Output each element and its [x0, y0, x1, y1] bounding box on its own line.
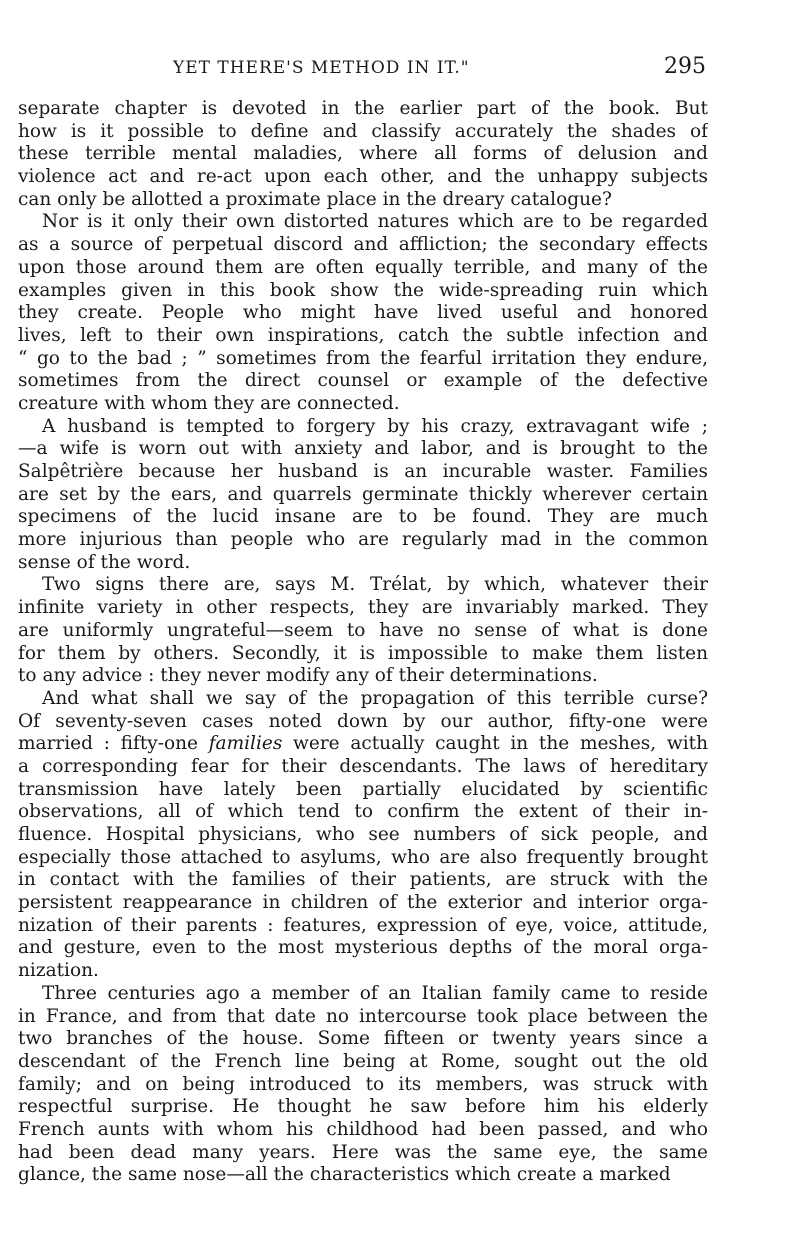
- text-line: for them by others. Secondly, it is impossible to make them listen: [18, 642, 708, 664]
- text-line: more injurious than people who are regularly mad in the common: [18, 529, 708, 551]
- text-line: —a wife is worn out with anxiety and labor, and is brought to the: [18, 438, 708, 460]
- text-line: can only be allotted a proximate place in the dreary catalogue?: [18, 188, 612, 210]
- text-line: examples given in this book show the wide-spreading ruin which: [18, 279, 708, 301]
- text-line: family; and on being introduced to its members, was struck with: [18, 1073, 708, 1095]
- text-line: A husband is tempted to forgery by his crazy, extravagant wife ;: [42, 415, 708, 437]
- text-line: specimens of the lucid insane are to be found. They are much: [18, 506, 708, 528]
- text-line: and gesture, even to the most mysterious depths of the moral orga-: [18, 937, 708, 959]
- text-line: descendant of the French line being at Rome, sought out the old: [18, 1050, 708, 1072]
- text-line: respectful surprise. He thought he saw before him his elderly: [18, 1096, 708, 1118]
- text-line: to any advice : they never modify any of their determinations.: [18, 665, 598, 687]
- page-number: 295: [664, 54, 706, 79]
- paragraph: [18, 416, 708, 575]
- text-line: sense of the word.: [18, 551, 191, 573]
- text-line: upon those around them are often equally terrible, and many of the: [18, 256, 708, 278]
- text-line: observations, all of which tend to confirm the extent of their in-: [18, 801, 708, 823]
- paragraph: [18, 211, 708, 415]
- text-line: had been dead many years. Here was the same eye, the same: [18, 1141, 708, 1163]
- running-title: YET THERE'S METHOD IN IT.": [173, 58, 470, 78]
- text-line: separate chapter is devoted in the earlier part of the book. But: [18, 98, 708, 119]
- text-line: they create. People who might have lived useful and honored: [18, 302, 708, 324]
- text-line: creature with whom they are connected.: [18, 392, 400, 414]
- text-line: two branches of the house. Some fifteen or twenty years since a: [18, 1028, 708, 1050]
- text-line: persistent reappearance in children of the exterior and interior orga-: [18, 892, 708, 914]
- text-line: lives, left to their own inspirations, catch the subtle infection and: [18, 324, 708, 346]
- text-line: violence act and re-act upon each other, and the unhappy subjects: [18, 166, 708, 188]
- text-line: especially those attached to asylums, who are also frequently brought: [18, 846, 708, 868]
- text-line: these terrible mental maladies, where all forms of delusion and: [18, 143, 708, 165]
- body-text: [18, 98, 708, 1187]
- text-line: And what shall we say of the propagation of this terrible curse?: [42, 687, 708, 709]
- text-line: a corresponding fear for their descendants. The laws of hereditary: [18, 755, 708, 777]
- text-line: infinite variety in other respects, they are invariably marked. They: [18, 597, 708, 619]
- paragraph: [18, 688, 708, 983]
- text-line: Nor is it only their own distorted natures which are to be regarded: [42, 211, 708, 233]
- text-line: are uniformly ungrateful—seem to have no sense of what is done: [18, 619, 708, 641]
- text-line: fluence. Hospital physicians, who see numbers of sick people, and: [18, 824, 708, 845]
- text-line: married : fifty-one families were actually caught in the meshes, with: [18, 733, 708, 755]
- emphasis: families: [208, 733, 283, 755]
- text-line: Three centuries ago a member of an Italian family came to reside: [42, 982, 708, 1004]
- text-line: how is it possible to define and classify accurately the shades of: [18, 120, 708, 142]
- text-line: transmission have lately been partially elucidated by scientific: [18, 778, 708, 800]
- text-line: Of seventy-seven cases noted down by our author, fifty-one were: [18, 710, 708, 732]
- text-line: in France, and from that date no intercourse took place between the: [18, 1005, 708, 1027]
- paragraph: [18, 574, 708, 687]
- text-line: Two signs there are, says M. Trélat, by which, whatever their: [42, 574, 708, 596]
- text-line: are set by the ears, and quarrels germinate thickly wherever certain: [18, 483, 708, 505]
- text-line: nization of their parents : features, expression of eye, voice, attitude,: [18, 914, 708, 936]
- text-line: sometimes from the direct counsel or example of the defective: [18, 370, 708, 392]
- text-line: “ go to the bad ; ” sometimes from the fearful irritation they endure,: [18, 347, 708, 369]
- text-line: glance, the same nose—all the characteristics which create a marked: [18, 1164, 671, 1186]
- text-line: French aunts with whom his childhood had been passed, and who: [18, 1118, 708, 1140]
- paragraph: [18, 98, 708, 211]
- running-head: [18, 54, 708, 86]
- text-line: nization.: [18, 960, 99, 982]
- paragraph: [18, 983, 708, 1187]
- text-line: Salpêtrière because her husband is an incurable waster. Families: [18, 461, 708, 482]
- text-line: in contact with the families of their patients, are struck with the: [18, 869, 708, 891]
- text-line: as a source of perpetual discord and affliction; the secondary effects: [18, 234, 708, 256]
